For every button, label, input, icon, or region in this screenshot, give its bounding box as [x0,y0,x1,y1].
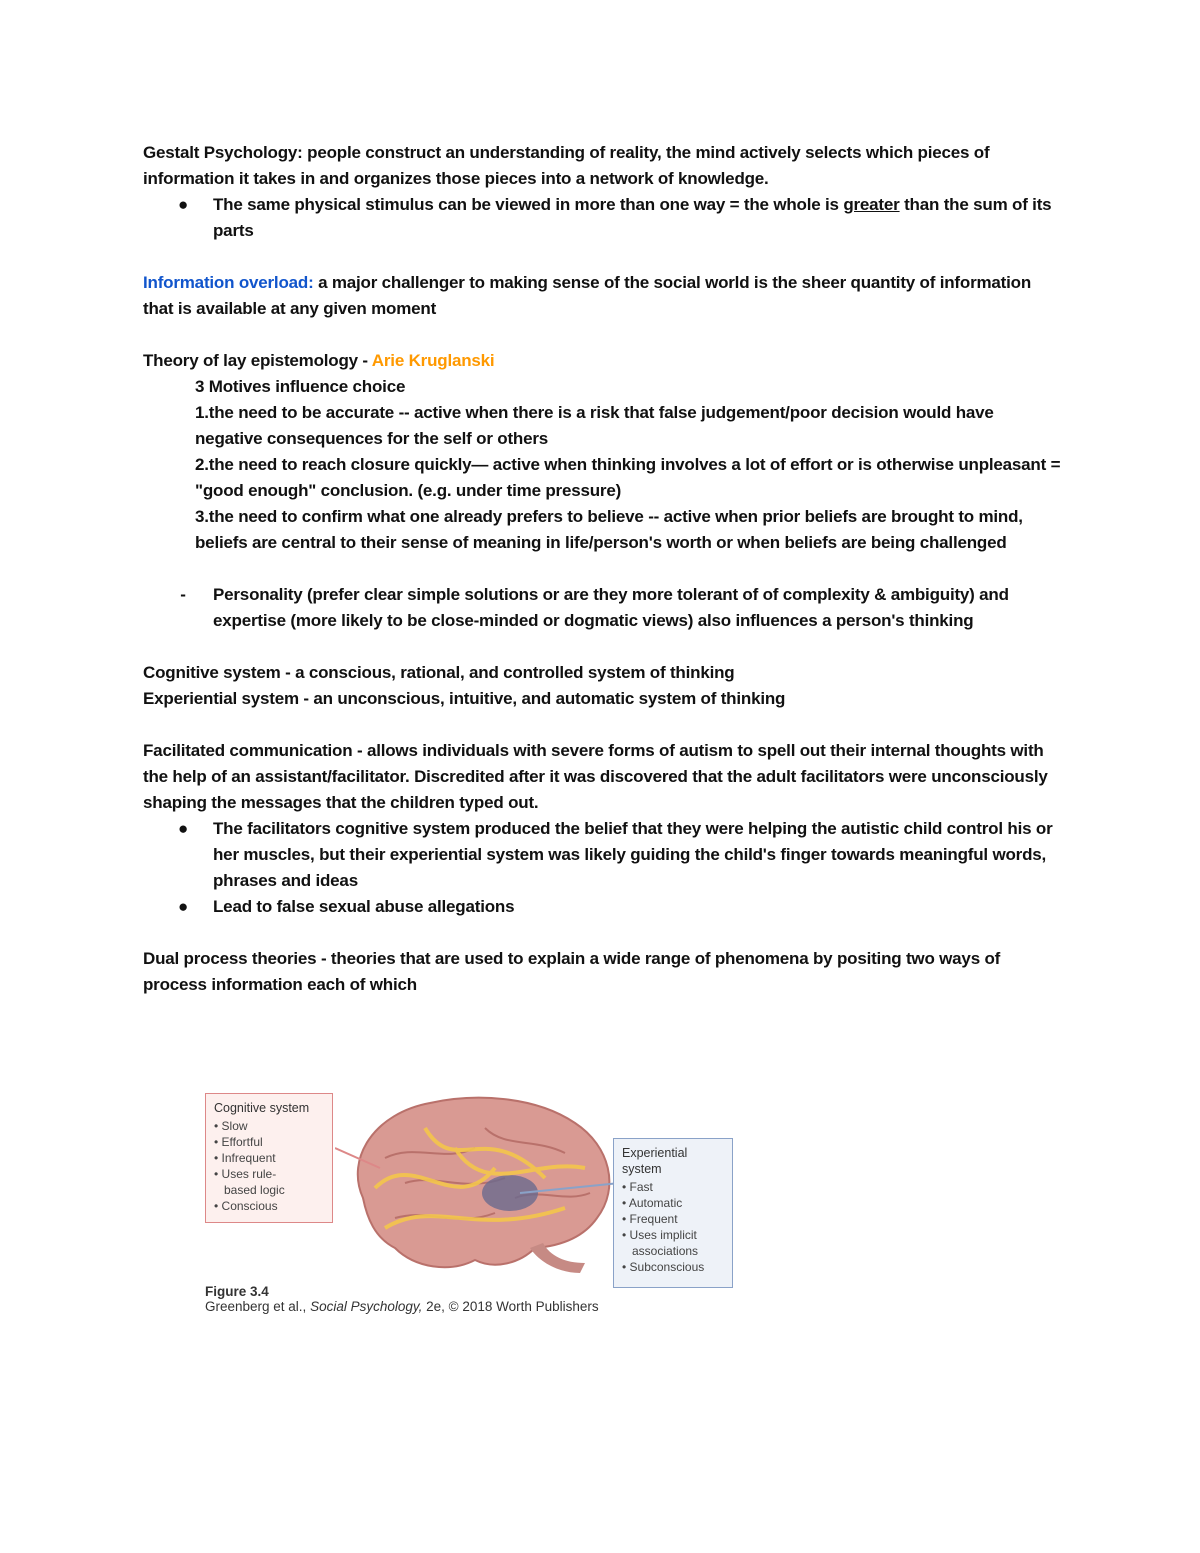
personality-text: Personality (prefer clear simple solutions or are they more tolerant of of complexity & ambiguity) and expertise (more likely to be close-minded or dogmatic views) also influences a person's thinking [213,585,1009,630]
notes-body [143,140,1063,998]
figure-credit [205,1299,599,1314]
motives-heading: 3 Motives influence choice [195,377,406,396]
credit-authors: Greenberg et al., [205,1299,311,1314]
bullet-text: Lead to false sexual abuse allegations [213,897,515,916]
brain-illustration [335,1088,625,1283]
lay-separator: - [357,351,372,370]
list-item: • Conscious [214,1199,278,1213]
list-item: • Subconscious [622,1260,705,1274]
facilitated-def: - allows individuals with severe forms of autism to spell out their internal thoughts with the help of an assistant/facilitator. Discredited after it was discovered that the adult facilitators were unconsciously shaping the messages that the children typed out. [143,741,1048,812]
dual-term: Dual process theories [143,949,317,968]
credit-book-title: Social Psychology, [310,1299,423,1314]
bullet-marker: ● [177,819,189,838]
motive-3: 3.the need to confirm what one already prefers to believe -- active when prior beliefs are brought to mind, beliefs are central to their sense of meaning in life/person's worth or when beliefs are being challenged [195,507,1023,552]
list-item: • Slow [214,1119,248,1133]
brain-figure [205,1088,740,1333]
figure-caption [205,1284,599,1314]
gestalt-term: Gestalt Psychology: [143,143,303,162]
list-item: • Effortful [214,1135,263,1149]
experiential-box-title: Experiential system [622,1146,688,1176]
experiential-system-box [613,1138,733,1288]
gestalt-paragraph [143,140,1063,192]
lay-person: Arie Kruglanski [371,351,495,370]
list-item [143,192,1063,244]
list-item [143,582,1063,634]
motive-2: 2.the need to reach closure quickly— active when thinking involves a lot of effort or is otherwise unpleasant = "good enough" conclusion. (e.g. under time pressure) [195,455,1061,500]
facilitated-bullets [143,816,1063,920]
experiential-def: - an unconscious, intuitive, and automatic system of thinking [298,689,786,708]
figure-label: Figure 3.4 [205,1284,269,1299]
dual-def: - theories that are used to explain a wide range of phenomena by positing two ways of process information each of which [143,949,1001,994]
list-item: associations [622,1244,699,1258]
facilitated-term: Facilitated communication [143,741,353,760]
overload-definition: a major challenger to making sense of the social world is the sheer quantity of information that is available at any given moment [143,273,1032,318]
cognitive-system-line [143,660,1063,686]
list-item: based logic [214,1183,285,1197]
cognitive-def: - a conscious, rational, and controlled system of thinking [280,663,735,682]
bullet-marker: ● [177,195,189,214]
gestalt-bullets [143,192,1063,244]
bullet-marker: ● [177,897,189,916]
lay-term: Theory of lay epistemology [143,351,358,370]
personality-list [143,582,1063,634]
overload-paragraph [143,270,1063,322]
cognitive-system-box [205,1093,333,1223]
facilitated-paragraph [143,738,1063,816]
experiential-term: Experiential system [143,689,299,708]
motives-block [143,374,1063,556]
underlined-word: greater [843,195,900,214]
bullet-text: The facilitators cognitive system produced the belief that they were helping the autistic child control his or her muscles, but their experiential system was likely guiding the child's finger towards meaningful words, phrases and ideas [213,819,1053,890]
overload-term: Information overload: [143,273,314,292]
dual-paragraph [143,946,1063,998]
bullet-text: The same physical stimulus can be viewed in more than one way = the whole is [213,195,844,214]
dash-marker: - [180,585,186,604]
list-item: • Uses rule- [214,1167,277,1181]
experiential-system-line [143,686,1063,712]
list-item: • Infrequent [214,1151,276,1165]
list-item [143,894,1063,920]
credit-publisher: 2e, © 2018 Worth Publishers [422,1299,599,1314]
motive-1: 1.the need to be accurate -- active when there is a risk that false judgement/poor decision would have negative consequences for the self or others [195,403,994,448]
list-item: • Fast [622,1180,653,1194]
list-item: • Uses implicit [622,1228,697,1242]
cognitive-term: Cognitive system [143,663,281,682]
gestalt-definition: people construct an understanding of reality, the mind actively selects which pieces of information it takes in and organizes those pieces into a network of knowledge. [143,143,990,188]
bullet-text-end: than the sum of its parts [213,195,1052,240]
cognitive-box-title: Cognitive system [214,1101,310,1115]
list-item [143,816,1063,894]
lay-heading [143,348,1063,374]
list-item: • Automatic [622,1196,683,1210]
list-item: • Frequent [622,1212,678,1226]
